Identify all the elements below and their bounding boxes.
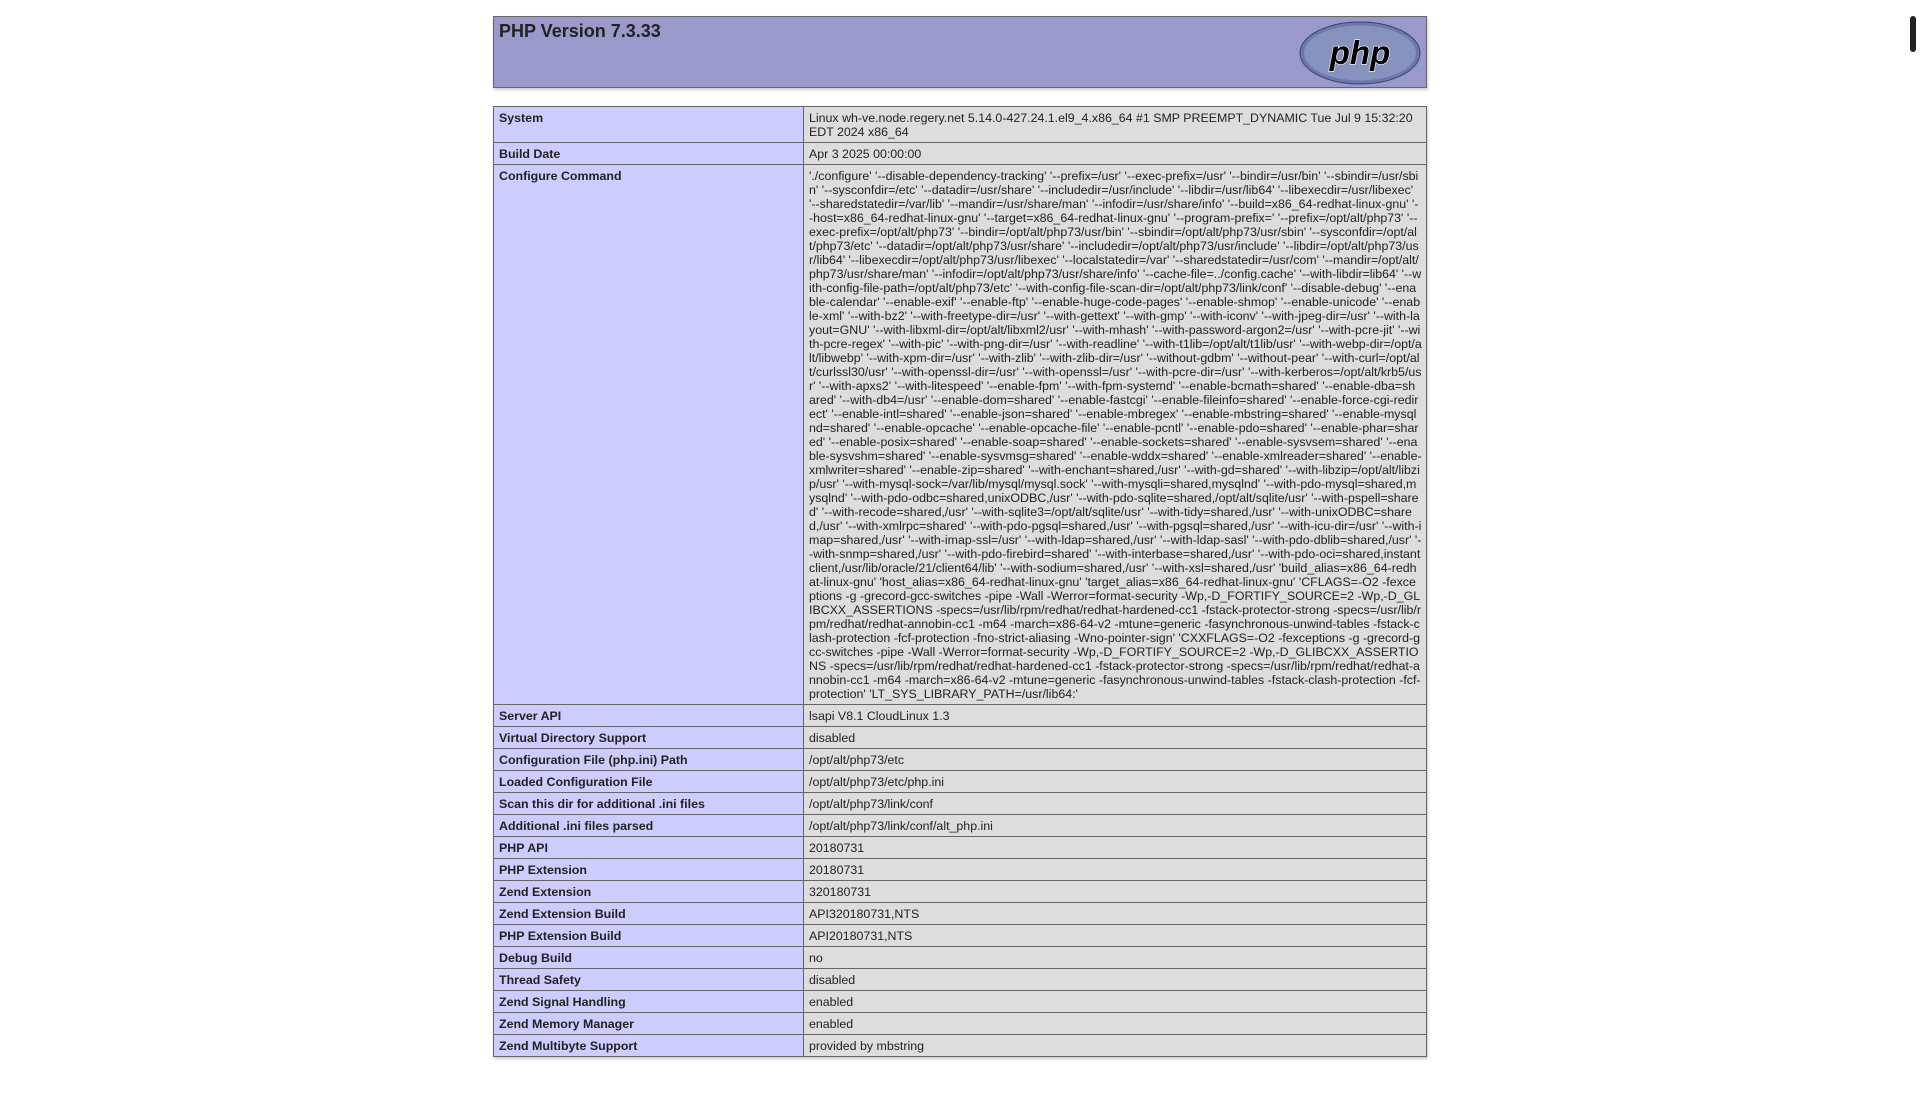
table-row	[494, 859, 1427, 881]
table-row	[494, 947, 1427, 969]
table-row	[494, 727, 1427, 749]
row-value: API320180731,NTS	[804, 903, 1427, 925]
row-value: enabled	[804, 1013, 1427, 1035]
table-row	[494, 903, 1427, 925]
row-value: './configure' '--disable-dependency-tracking' '--prefix=/usr' '--exec-prefix=/usr' '--bindir=/usr/bin' '--sbindir=/usr/sbin' '--sysconfdir=/etc' '--datadir=/usr/share' '--includedir=/usr/include' '--libdir=/usr/lib64' '--libexecdir=/usr/libexec' '--sharedstatedir=/var/lib' '--mandir=/usr/share/man' '--infodir=/usr/share/info' '--build=x86_64-redhat-linux-gnu' '--host=x86_64-redhat-linux-gnu' '--target=x86_64-redhat-linux-gnu' '--program-prefix=' '--prefix=/opt/alt/php73' '--exec-prefix=/opt/alt/php73' '--bindir=/opt/alt/php73/usr/bin' '--sbindir=/opt/alt/php73/usr/sbin' '--sysconfdir=/opt/alt/php73/etc' '--datadir=/opt/alt/php73/usr/share' '--includedir=/opt/alt/php73/usr/include' '--libdir=/opt/alt/php73/usr/lib64' '--libexecdir=/opt/alt/php73/usr/libexec' '--localstatedir=/var' '--sharedstatedir=/usr/com' '--mandir=/opt/alt/php73/usr/share/man' '--infodir=/opt/alt/php73/usr/share/info' '--cache-file=../config.cache' '--with-libdir=lib64' '--with-config-file-path=/opt/alt/php73/etc' '--with-config-file-scan-dir=/opt/alt/php73/link/conf' '--disable-debug' '--enable-calendar' '--enable-exif' '--enable-ftp' '--enable-huge-code-pages' '--enable-shmop' '--enable-unicode' '--enable-xml' '--with-bz2' '--with-freetype-dir=/usr' '--with-gettext' '--with-gmp' '--with-iconv' '--with-jpeg-dir=/usr' '--with-layout=GNU' '--with-libxml-dir=/opt/alt/libxml2/usr' '--with-mhash' '--with-password-argon2=/usr' '--with-pcre-jit' '--with-pcre-regex' '--with-pic' '--with-png-dir=/usr' '--with-readline' '--with-t1lib=/opt/alt/t1lib/usr' '--with-webp-dir=/opt/alt/libwebp' '--with-xpm-dir=/usr' '--with-zlib' '--with-zlib-dir=/usr' '--without-gdbm' '--without-pear' '--with-curl=/opt/alt/curlssl30/usr' '--with-openssl-dir=/usr' '--with-openssl=/usr' '--with-pcre-dir=/usr' '--with-kerberos=/opt/alt/krb5/usr' '--with-apxs2' '--with-litespeed' '--enable-fpm' '--with-fpm-systemd' '--enable-bcmath=shared' '--enable-dba=shared' '--with-db4=/usr' '--enable-dom=shared' '--enable-fastcgi' '--enable-fileinfo=shared' '--enable-force-cgi-redirect' '--enable-intl=shared' '--enable-json=shared' '--enable-mbregex' '--enable-mbstring=shared' '--enable-mysqlnd=shared' '--enable-opcache' '--enable-opcache-file' '--enable-pcntl' '--enable-pdo=shared' '--enable-phar=shared' '--enable-posix=shared' '--enable-soap=shared' '--enable-sockets=shared' '--enable-sysvsem=shared' '--enable-sysvshm=shared' '--enable-sysvmsg=shared' '--enable-wddx=shared' '--enable-xmlreader=shared' '--enable-xmlwriter=shared' '--enable-zip=shared' '--with-enchant=shared,/usr' '--with-gd=shared' '--with-libzip=/opt/alt/libzip/usr' '--with-mysql-sock=/var/lib/mysql/mysql.sock' '--with-mysqli=shared,mysqlnd' '--with-pdo-mysql=shared,mysqlnd' '--with-pdo-odbc=shared,unixODBC,/usr' '--with-pdo-sqlite=shared,/opt/alt/sqlite/usr' '--with-pspell=shared' '--with-recode=shared,/usr' '--with-sqlite3=/opt/alt/sqlite/usr' '--with-tidy=shared,/usr' '--with-unixODBC=shared,/usr' '--with-xmlrpc=shared' '--with-pdo-pgsql=shared,/usr' '--with-pgsql=shared,/usr' '--with-icu-dir=/usr' '--with-imap=shared,/usr' '--with-imap-ssl=/usr' '--with-ldap=shared,/usr' '--with-ldap-sasl' '--with-pdo-dblib=shared,/usr' '--with-snmp=shared,/usr' '--with-pdo-firebird=shared' '--with-interbase=shared,/usr' '--with-pdo-oci=shared,instantclient,/usr/lib/oracle/21/client64/lib' '--with-sodium=shared,/usr' '--with-xsl=shared,/usr' 'build_alias=x86_64-redhat-linux-gnu' 'host_alias=x86_64-redhat-linux-gnu' 'target_alias=x86_64-redhat-linux-gnu' 'CFLAGS=-O2 -fexceptions -g -grecord-gcc-switches -pipe -Wall -Werror=format-security -Wp,-D_FORTIFY_SOURCE=2 -Wp,-D_GLIBCXX_ASSERTIONS -specs=/usr/lib/rpm/redhat/redhat-hardened-cc1 -fstack-protector-strong -specs=/usr/lib/rpm/redhat/redhat-annobin-cc1 -m64 -march=x86-64-v2 -mtune=generic -fasynchronous-unwind-tables -fstack-clash-protection -fcf-protection -fno-strict-aliasing -Wno-pointer-sign' 'CXXFLAGS=-O2 -fexceptions -g -grecord-gcc-switches -pipe -Wall -Werror=format-security -Wp,-D_FORTIFY_SOURCE=2 -Wp,-D_GLIBCXX_ASSERTIONS -specs=/usr/lib/rpm/redhat/redhat-hardened-cc1 -fstack-protector-strong -specs=/usr/lib/rpm/redhat/redhat-annobin-cc1 -m64 -march=x86-64-v2 -mtune=generic -fasynchronous-unwind-tables -fstack-clash-protection -fcf-protection' 'LT_SYS_LIBRARY_PATH=/usr/lib64:'	[804, 165, 1427, 705]
table-row	[494, 969, 1427, 991]
row-value: provided by mbstring	[804, 1035, 1427, 1057]
php-logo-text: php	[1329, 34, 1391, 71]
table-row	[494, 815, 1427, 837]
row-value: /opt/alt/php73/etc	[804, 749, 1427, 771]
table-row	[494, 143, 1427, 165]
row-value: /opt/alt/php73/etc/php.ini	[804, 771, 1427, 793]
table-row	[494, 1035, 1427, 1057]
row-value: 20180731	[804, 859, 1427, 881]
row-key: Additional .ini files parsed	[494, 815, 804, 837]
row-key: Virtual Directory Support	[494, 727, 804, 749]
row-value: /opt/alt/php73/link/conf	[804, 793, 1427, 815]
system-info-table	[493, 106, 1427, 1057]
row-value: enabled	[804, 991, 1427, 1013]
row-key: Zend Multibyte Support	[494, 1035, 804, 1057]
row-value: /opt/alt/php73/link/conf/alt_php.ini	[804, 815, 1427, 837]
table-row	[494, 837, 1427, 859]
row-key: Configure Command	[494, 165, 804, 705]
table-row	[494, 881, 1427, 903]
row-value: API20180731,NTS	[804, 925, 1427, 947]
row-key: Zend Memory Manager	[494, 1013, 804, 1035]
row-value: Linux wh-ve.node.regery.net 5.14.0-427.24.1.el9_4.x86_64 #1 SMP PREEMPT_DYNAMIC Tue Jul 9 15:32:20 EDT 2024 x86_64	[804, 107, 1427, 143]
row-key: PHP Extension	[494, 859, 804, 881]
row-value: 320180731	[804, 881, 1427, 903]
scrollbar-thumb[interactable]	[1910, 16, 1916, 52]
page-title: PHP Version 7.3.33	[499, 21, 661, 41]
row-key: Server API	[494, 705, 804, 727]
table-row	[494, 771, 1427, 793]
row-key: Thread Safety	[494, 969, 804, 991]
phpinfo-container	[493, 16, 1427, 1057]
row-key: System	[494, 107, 804, 143]
row-value: disabled	[804, 969, 1427, 991]
row-value: 20180731	[804, 837, 1427, 859]
row-key: Scan this dir for additional .ini files	[494, 793, 804, 815]
row-key: Build Date	[494, 143, 804, 165]
table-row	[494, 749, 1427, 771]
table-row	[494, 991, 1427, 1013]
version-header	[493, 16, 1427, 88]
row-key: Debug Build	[494, 947, 804, 969]
table-row	[494, 107, 1427, 143]
row-key: PHP Extension Build	[494, 925, 804, 947]
table-row	[494, 793, 1427, 815]
row-key: Zend Signal Handling	[494, 991, 804, 1013]
row-value: no	[804, 947, 1427, 969]
row-key: PHP API	[494, 837, 804, 859]
table-row	[494, 705, 1427, 727]
row-key: Zend Extension	[494, 881, 804, 903]
table-row	[494, 1013, 1427, 1035]
row-key: Loaded Configuration File	[494, 771, 804, 793]
php-logo	[1299, 21, 1421, 85]
row-value: Apr 3 2025 00:00:00	[804, 143, 1427, 165]
row-key: Zend Extension Build	[494, 903, 804, 925]
row-key: Configuration File (php.ini) Path	[494, 749, 804, 771]
vertical-scrollbar[interactable]	[1906, 16, 1920, 1096]
row-value: disabled	[804, 727, 1427, 749]
table-row	[494, 165, 1427, 705]
table-row	[494, 925, 1427, 947]
row-value: lsapi V8.1 CloudLinux 1.3	[804, 705, 1427, 727]
